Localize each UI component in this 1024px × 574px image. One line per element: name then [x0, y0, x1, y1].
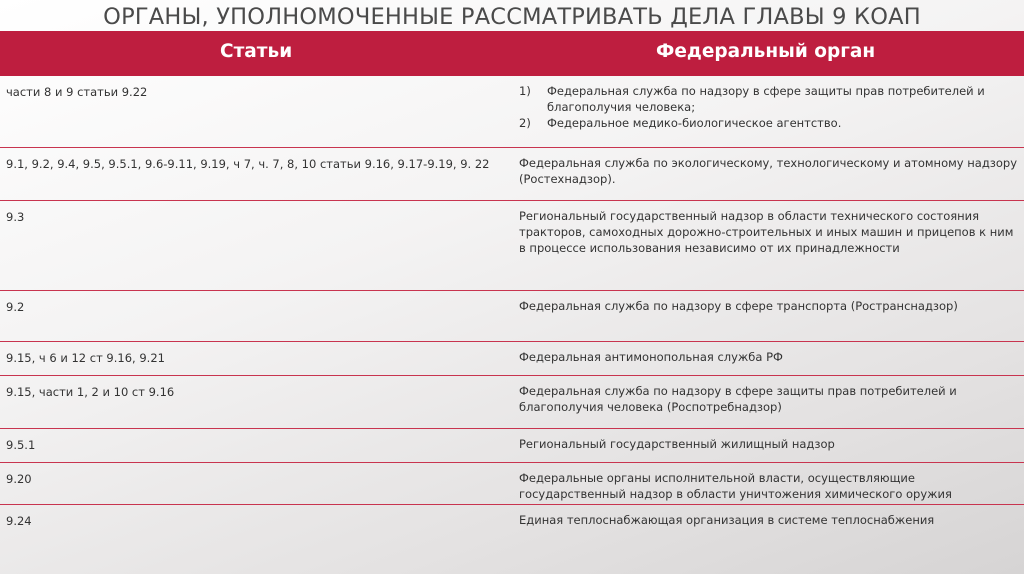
federal-body-cell: Федеральная служба по надзору в сфере защиты прав потребителей и благополучия человека (Роспотребнадзор): [519, 384, 957, 414]
list-item-text: Федеральная служба по надзору в сфере защиты прав потребителей и благополучия человека;: [547, 84, 985, 114]
table-row: [0, 463, 1024, 505]
federal-body-cell: [519, 83, 1019, 131]
articles-cell: 9.15, ч 6 и 12 ст 9.16, 9.21: [6, 351, 165, 365]
slide-title: ОРГАНЫ, УПОЛНОМОЧЕННЫЕ РАССМАТРИВАТЬ ДЕЛА ГЛАВЫ 9 КОАП: [103, 4, 921, 30]
table-header: [0, 31, 1024, 76]
table-row: [0, 76, 1024, 148]
table-row: [0, 342, 1024, 376]
table-row: [0, 148, 1024, 201]
list-item-number: 2): [519, 116, 531, 130]
table-row: [0, 429, 1024, 463]
federal-body-cell: Федеральная служба по экологическому, технологическому и атомному надзору (Ростехнадзор).: [519, 156, 1018, 186]
articles-cell: 9.3: [6, 210, 25, 224]
federal-body-cell: Федеральные органы исполнительной власти, осуществляющие государственный надзор в области уничтожения химического оружия: [519, 471, 952, 501]
articles-cell: 9.5.1: [6, 438, 36, 452]
federal-body-cell: Федеральная антимонопольная служба РФ: [519, 350, 783, 364]
articles-cell: 9.20: [6, 472, 32, 486]
column-header-articles: Статьи: [220, 41, 293, 62]
table-row: [0, 291, 1024, 342]
federal-body-list: [519, 83, 1019, 131]
articles-cell: 9.1, 9.2, 9.4, 9.5, 9.5.1, 9.6-9.11, 9.19, ч 7, ч. 7, 8, 10 статьи 9.16, 9.17-9.19, 9. 22: [6, 157, 490, 171]
federal-body-cell: Региональный государственный надзор в области технического состояния тракторов, самоходных дорожно-строительных и иных машин и прицепов к ним в процессе использования независимо от их принадлежности: [519, 209, 1014, 255]
list-item-text: Федеральное медико-биологическое агентство.: [547, 116, 842, 130]
table-row: [0, 505, 1024, 545]
list-item-number: 1): [519, 84, 531, 98]
federal-body-cell: Региональный государственный жилищный надзор: [519, 437, 835, 451]
articles-cell: 9.2: [6, 300, 25, 314]
list-item: [519, 83, 1019, 115]
list-item: [519, 115, 1019, 131]
articles-cell: 9.24: [6, 514, 32, 528]
articles-cell: части 8 и 9 статьи 9.22: [6, 85, 148, 99]
articles-cell: 9.15, части 1, 2 и 10 ст 9.16: [6, 385, 175, 399]
table-row: [0, 201, 1024, 291]
federal-body-cell: Федеральная служба по надзору в сфере транспорта (Ространснадзор): [519, 299, 958, 313]
column-header-federal-body: Федеральный орган: [656, 41, 876, 62]
federal-body-cell: Единая теплоснабжающая организация в системе теплоснабжения: [519, 513, 935, 527]
table-row: [0, 376, 1024, 429]
